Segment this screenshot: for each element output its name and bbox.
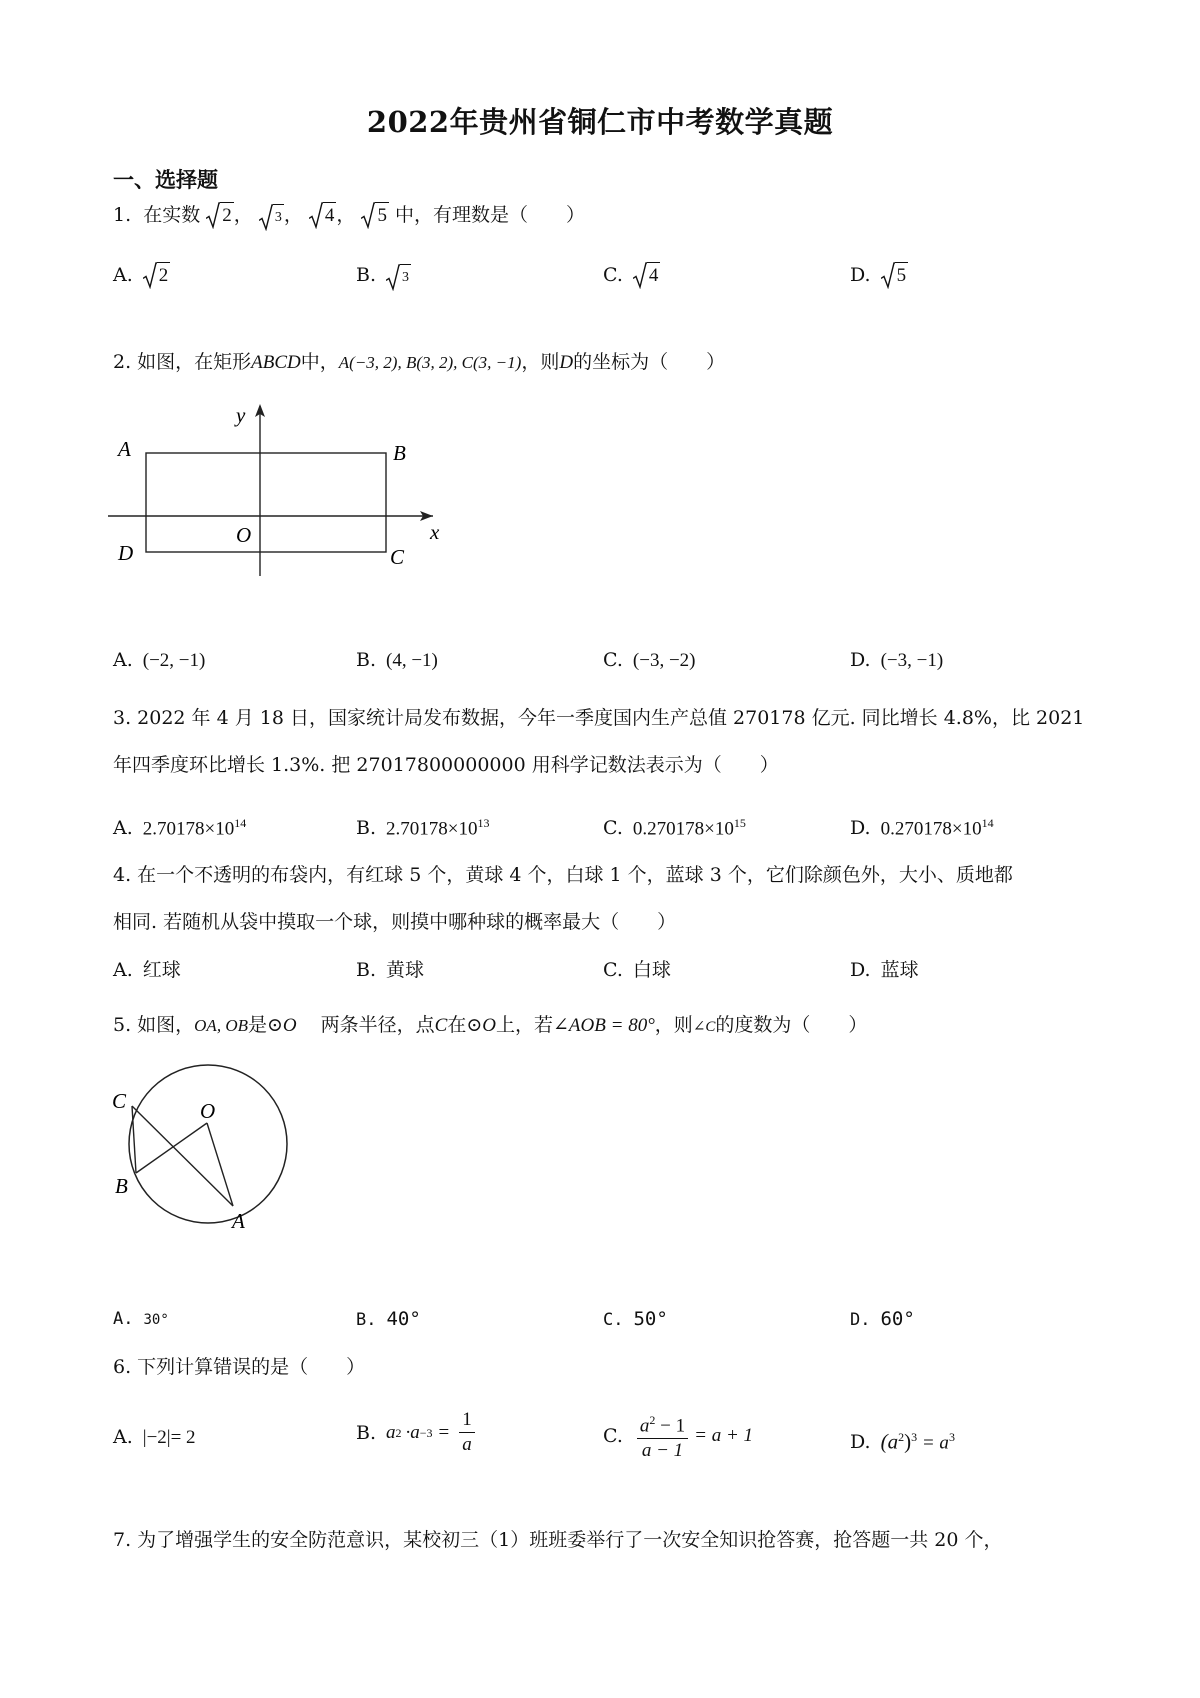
- circle-figure: [110, 1060, 300, 1235]
- question-3-line-2: 年四季度环比增长 1.3%. 把 27017800000000 用科学记数法表示为（ ）: [113, 754, 779, 776]
- q4-option-d[interactable]: D. 蓝球: [850, 959, 919, 981]
- q1-option-d[interactable]: D. 5: [850, 262, 908, 289]
- fraction-a-squared-minus-one: $\frac{a^2 - 1}{a - 1}$: [637, 1408, 688, 1463]
- question-1: 1. 在实数 2 ， 3 ， 4 ， 5 中，有理数是（ ）: [113, 202, 585, 231]
- q3-option-d[interactable]: D. $0.270178\times 10^{14}$: [850, 816, 994, 840]
- q6-option-a[interactable]: A. |−2|= 2: [113, 1426, 196, 1448]
- label-a: A: [232, 1209, 245, 1233]
- label-x: x: [430, 520, 440, 544]
- q3-option-b[interactable]: B. $2.70178\times 10^{13}$: [356, 816, 490, 840]
- q5-option-b[interactable]: B. 40°: [356, 1308, 421, 1330]
- section-heading: 一、选择题: [113, 167, 218, 192]
- q2-option-c[interactable]: C. (−3, −2): [603, 649, 696, 671]
- label-d: D: [118, 541, 134, 565]
- question-3-line-1: 3. 2022 年 4 月 18 日，国家统计局发布数据，今年一季度国内生产总值 270178 亿元. 同比增长 4.8%，比 2021: [113, 707, 1085, 729]
- rectangle-abcd: [146, 453, 386, 552]
- q2-option-b[interactable]: B. (4, −1): [356, 649, 438, 671]
- q5-option-c[interactable]: C. 50°: [603, 1308, 668, 1330]
- q1-option-a[interactable]: A. 2: [113, 262, 170, 289]
- segment-ob: [136, 1123, 207, 1173]
- label-y: y: [236, 403, 246, 427]
- label-b: B: [115, 1174, 128, 1198]
- rectangle-figure: [108, 400, 448, 580]
- sqrt-4: 4: [309, 202, 337, 229]
- question-4-line-2: 相同. 若随机从袋中摸取一个球，则摸中哪种球的概率最大（ ）: [113, 911, 677, 933]
- q6-option-c[interactable]: C. $\frac{a^2 - 1}{a - 1}$ = a + 1: [603, 1408, 753, 1463]
- circle-o: [129, 1065, 287, 1223]
- q6-option-b[interactable]: B. a 2 ·a −3 = $\frac{1}{a}$: [356, 1408, 479, 1457]
- q4-option-a[interactable]: A. 红球: [113, 959, 181, 981]
- q4-option-b[interactable]: B. 黄球: [356, 959, 425, 981]
- page-title: 2022年贵州省铜仁市中考数学真题: [366, 105, 834, 139]
- label-c: C: [390, 545, 405, 569]
- sqrt-3: 3: [259, 204, 284, 231]
- question-7: 7. 为了增强学生的安全防范意识，某校初三（1）班班委举行了一次安全知识抢答赛，抢答题一共 20 个，: [113, 1529, 1003, 1551]
- q4-option-c[interactable]: C. 白球: [603, 959, 671, 981]
- label-b: B: [393, 441, 406, 465]
- q1-option-b[interactable]: B. 3: [356, 262, 411, 291]
- fraction-one-over-a: $\frac{1}{a}$: [459, 1408, 475, 1457]
- q3-option-c[interactable]: C. $0.270178\times 10^{15}$: [603, 816, 746, 840]
- sqrt-5: 5: [361, 202, 389, 229]
- q5-option-d[interactable]: D. 60°: [850, 1308, 915, 1330]
- q2-option-a[interactable]: A. (−2, −1): [113, 649, 206, 671]
- q6-option-d[interactable]: D. $(a^2)^3 = a^3$: [850, 1429, 955, 1454]
- label-o: O: [236, 523, 252, 547]
- sqrt-2: 2: [206, 202, 234, 229]
- question-4-line-1: 4. 在一个不透明的布袋内，有红球 5 个，黄球 4 个，白球 1 个，蓝球 3 个，它们除颜色外，大小、质地都: [113, 864, 1013, 886]
- question-6: 6. 下列计算错误的是（ ）: [113, 1356, 366, 1378]
- question-2: 2. 如图，在矩形ABCD中，A(−3, 2), B(3, 2), C(3, −1)，则D的坐标为（ ）: [113, 351, 726, 373]
- label-o: O: [200, 1099, 216, 1123]
- q2-option-d[interactable]: D. (−3, −1): [850, 649, 944, 671]
- q1-option-c[interactable]: C. 4: [603, 262, 660, 289]
- label-c: C: [112, 1089, 127, 1113]
- question-5: 5. 如图，OA, OB是⊙O 两条半径，点C在⊙O上，若∠AOB = 80°，则∠C的度数为（ ）: [113, 1014, 868, 1036]
- q3-option-a[interactable]: A. $2.70178\times 10^{14}$: [113, 816, 247, 840]
- label-a: A: [118, 437, 131, 461]
- q5-option-a[interactable]: A. 30°: [113, 1309, 169, 1329]
